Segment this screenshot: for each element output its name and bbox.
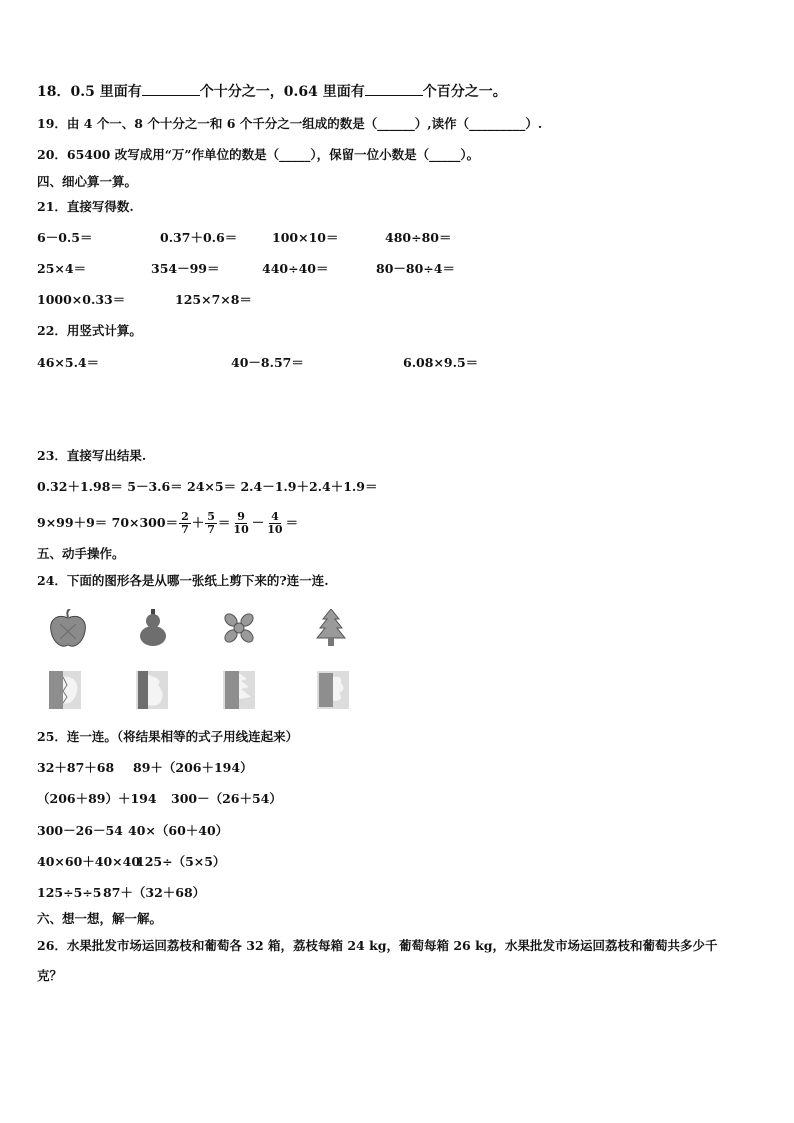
calc-item: 0.37＋0.6＝ <box>160 230 238 245</box>
cutout-paper-flower[interactable] <box>317 671 349 709</box>
flower-icon[interactable] <box>221 610 257 646</box>
match-right-item[interactable]: 125÷（5×5） <box>136 854 226 869</box>
question-18: 18．0.5 里面有 个十分之一，0.64 里面有 个百分之一。 <box>37 84 507 100</box>
question-20: 20．65400 改写成用“万”作单位的数是（_____），保留一位小数是（_____）。 <box>37 147 480 162</box>
question-19: 19．由 4 个一、8 个十分之一和 6 个千分之一组成的数是（______）,读作（_________）. <box>37 116 543 131</box>
match-left-item[interactable]: 300－26－54 <box>37 823 123 838</box>
match-left-item[interactable]: 125÷5÷5 <box>37 885 102 900</box>
fraction: $\frac{5}{7}$ <box>207 510 215 536</box>
calc-row: 0.32＋1.98＝ 5－3.6＝ 24×5＝ 2.4－1.9＋2.4＋1.9＝ <box>37 479 378 494</box>
question-24-title: 24．下面的图形各是从哪一张纸上剪下来的?连一连. <box>37 573 329 588</box>
match-right-item[interactable]: 87＋（32＋68） <box>103 885 206 900</box>
answer-blank[interactable] <box>365 83 423 96</box>
apple-icon[interactable] <box>48 609 88 649</box>
question-22-title: 22．用竖式计算。 <box>37 323 142 338</box>
calc-item: 440÷40＝ <box>262 261 329 276</box>
match-left-item[interactable]: 40×60＋40×40 <box>37 854 141 869</box>
section-heading-6: 六、想一想，解一解。 <box>37 911 163 926</box>
match-left-item[interactable]: （206＋89）＋194 <box>37 791 157 806</box>
question-26-continued: 克？ <box>37 968 63 983</box>
fraction: $\frac{2}{7}$ <box>181 510 189 536</box>
calc-row-fractions: 9×99＋9＝ 70×300＝ $\frac{2}{7}$ ＋ $\frac{5}{7}$ ＝ $\frac{9}{10}$ － $\frac{4}{10}$ ＝ <box>37 510 299 536</box>
vertical-calc-item: 6.08×9.5＝ <box>403 355 479 370</box>
match-left-item[interactable]: 32＋87＋68 <box>37 760 115 775</box>
calc-item: 354－99＝ <box>151 261 220 276</box>
answer-blank[interactable] <box>142 83 200 96</box>
gourd-icon[interactable] <box>136 609 170 647</box>
calc-item: 125×7×8＝ <box>175 292 252 307</box>
section-heading-4: 四、细心算一算。 <box>37 174 138 189</box>
cutout-paper-apple[interactable] <box>49 671 81 709</box>
match-right-item[interactable]: 300－（26＋54） <box>171 791 282 806</box>
vertical-calc-item: 46×5.4＝ <box>37 355 100 370</box>
tree-icon[interactable] <box>316 609 346 647</box>
calc-item: 1000×0.33＝ <box>37 292 126 307</box>
cutout-paper-tree[interactable] <box>223 671 255 709</box>
fraction: $\frac{9}{10}$ <box>233 510 249 536</box>
vertical-calc-item: 40－8.57＝ <box>231 355 304 370</box>
match-right-item[interactable]: 40×（60＋40） <box>128 823 229 838</box>
calc-item: 6－0.5＝ <box>37 230 93 245</box>
calc-item: 480÷80＝ <box>385 230 452 245</box>
fraction: $\frac{4}{10}$ <box>267 510 283 536</box>
question-23-title: 23．直接写出结果. <box>37 448 147 463</box>
calc-item: 25×4＝ <box>37 261 87 276</box>
question-26: 26．水果批发市场运回荔枝和葡萄各 32 箱，荔枝每箱 24 kg，葡萄每箱 26 kg，水果批发市场运回荔枝和葡萄共多少千 <box>37 938 718 953</box>
section-heading-5: 五、动手操作。 <box>37 546 125 561</box>
question-25-title: 25．连一连。（将结果相等的式子用线连起来） <box>37 729 299 744</box>
question-21-title: 21．直接写得数. <box>37 199 134 214</box>
calc-item: 100×10＝ <box>272 230 339 245</box>
calc-item: 80－80÷4＝ <box>376 261 455 276</box>
match-right-item[interactable]: 89＋（206＋194） <box>133 760 253 775</box>
cutout-paper-gourd[interactable] <box>136 671 168 709</box>
